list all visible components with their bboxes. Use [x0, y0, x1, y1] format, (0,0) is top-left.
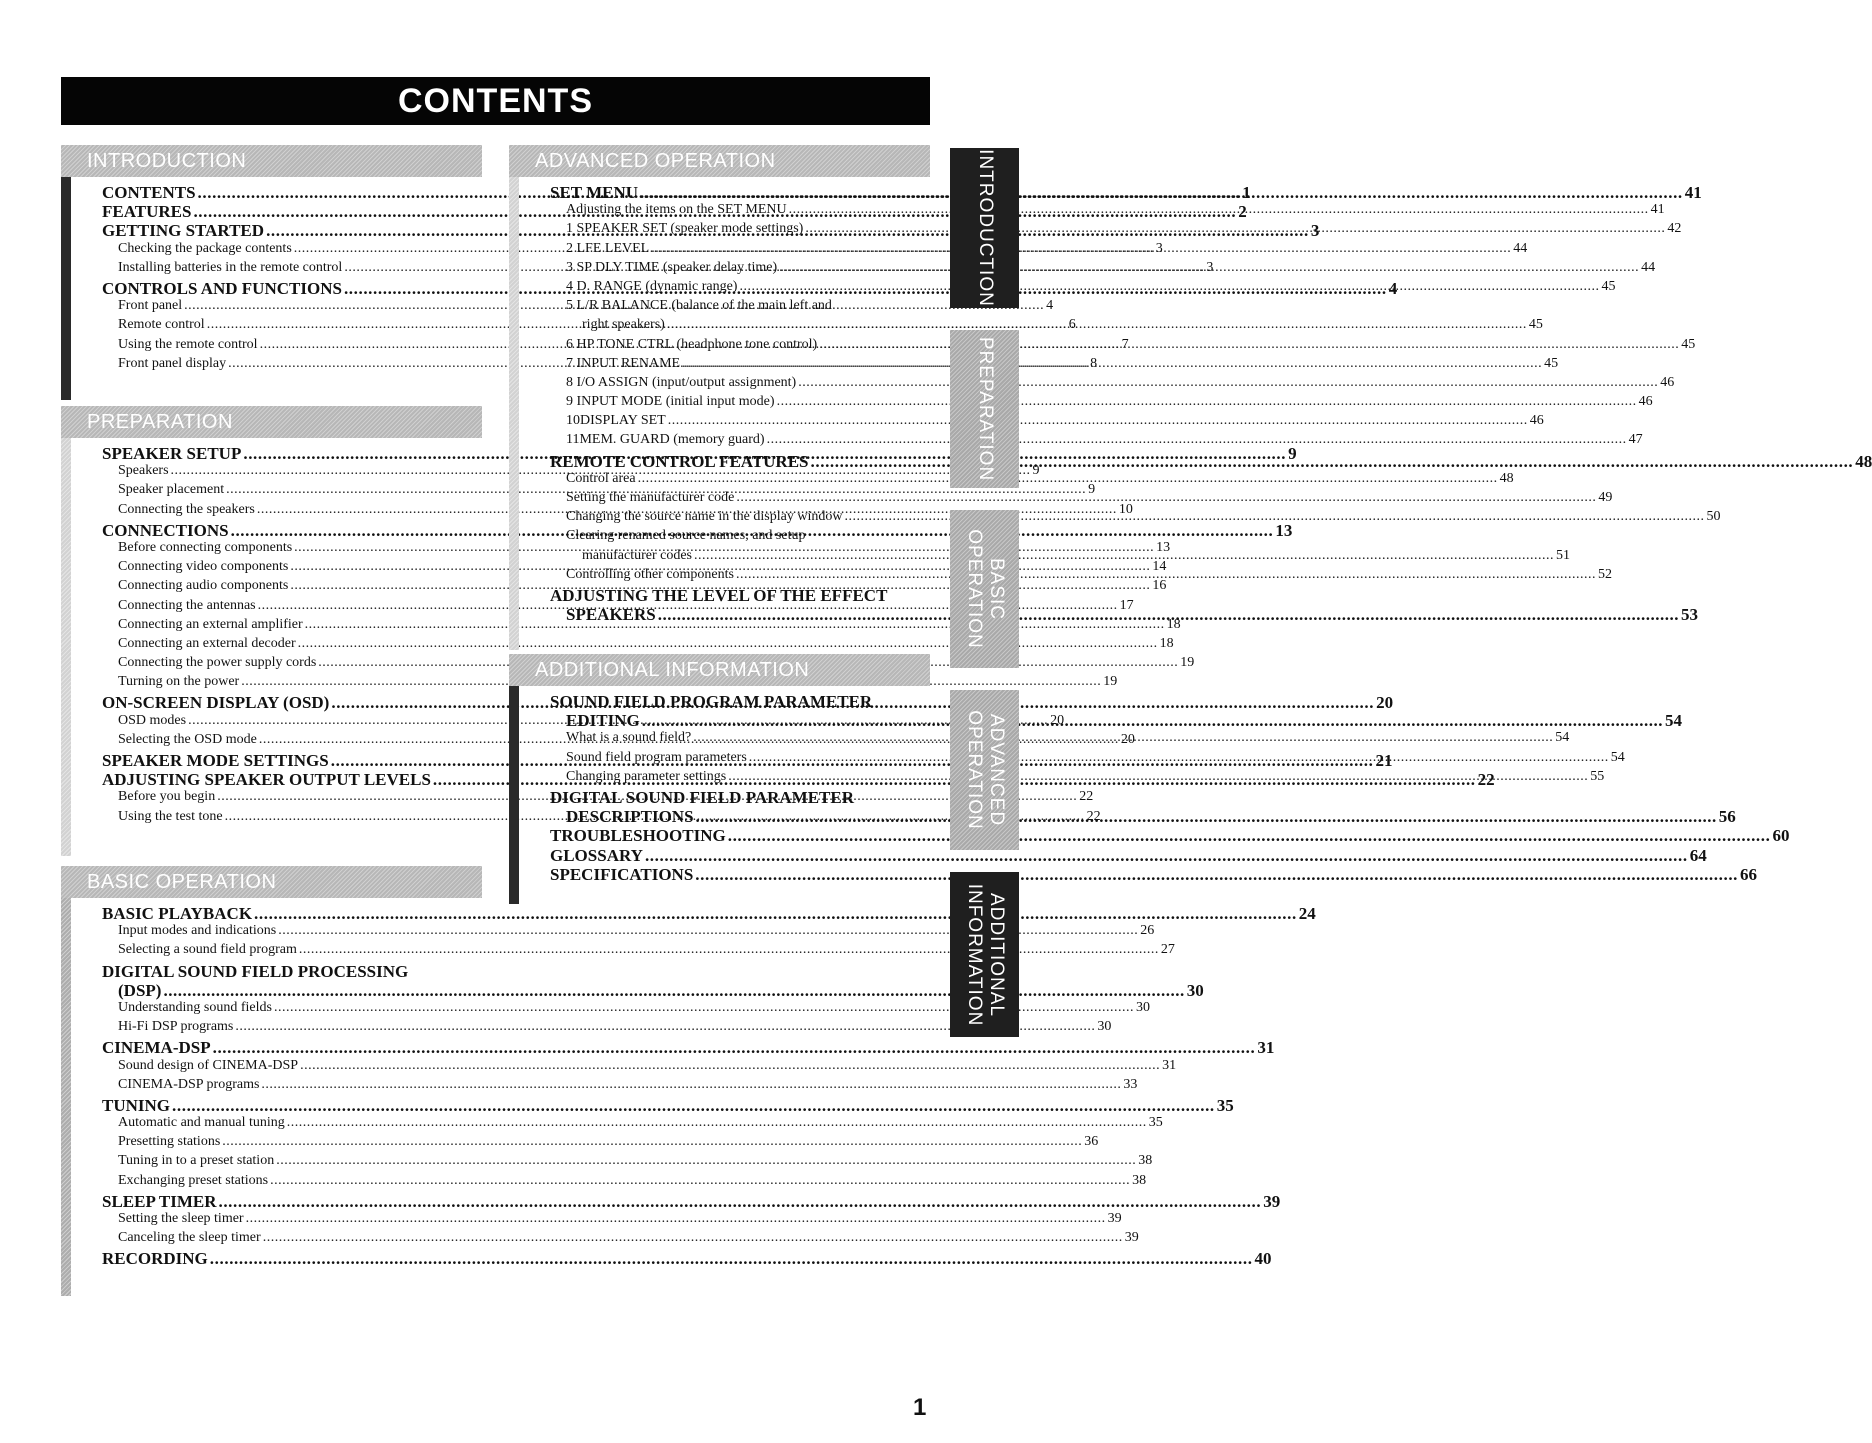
- toc-entry-label: Before you begin: [118, 789, 216, 805]
- section-heading: BASIC OPERATION: [61, 866, 482, 898]
- toc-entry-label: Clearing renamed source names, and setup: [566, 528, 806, 544]
- toc-entry-label: Remote control: [118, 317, 205, 333]
- toc-entry-page: 45: [1601, 278, 1616, 294]
- dot-leader: [276, 1153, 1136, 1169]
- dot-leader: [213, 1038, 1256, 1058]
- dot-leader: [693, 730, 1553, 746]
- toc-entry-page: 3: [1310, 221, 1320, 241]
- toc-entry[interactable]: [550, 528, 912, 547]
- toc-entry-page: 52: [1597, 566, 1612, 582]
- toc-entry-label: Installing batteries in the remote control: [118, 259, 343, 275]
- toc-entry-label: Turning on the power: [118, 674, 240, 690]
- side-tab-label: [963, 883, 1007, 1026]
- side-tab-line: OPERATION: [963, 529, 985, 649]
- dot-leader: [299, 942, 1159, 958]
- toc-entry[interactable]: [102, 1211, 1122, 1230]
- toc-entry-label: BASIC PLAYBACK: [102, 904, 253, 923]
- side-tab-advanced-operation[interactable]: [950, 690, 1019, 850]
- toc-entry-page: 8: [1090, 355, 1098, 371]
- toc-entry-label: What is a sound field?: [566, 730, 692, 746]
- toc-entry[interactable]: [102, 1019, 1112, 1038]
- toc-entry[interactable]: [550, 278, 1616, 298]
- toc-entry[interactable]: [550, 451, 1872, 471]
- toc-entry-label: ADJUSTING SPEAKER OUTPUT LEVELS: [102, 770, 431, 790]
- toc-entry-page: 35: [1216, 1095, 1234, 1115]
- dot-leader: [246, 1211, 1106, 1227]
- toc-entry[interactable]: [102, 923, 1155, 942]
- toc-entry-page: 13: [1275, 520, 1293, 540]
- toc-entry-label: Connecting the speakers: [118, 501, 255, 517]
- dot-leader: [300, 1058, 1160, 1074]
- side-tab-line: INFORMATION: [963, 883, 985, 1026]
- toc-entry-page: 51: [1556, 547, 1570, 563]
- toc-entry-page: 3: [1206, 259, 1214, 275]
- toc-entry-page: 38: [1132, 1172, 1147, 1188]
- dot-leader: [739, 279, 1599, 295]
- toc-entry-page: 4: [1046, 298, 1054, 314]
- toc-entry-page: 33: [1123, 1076, 1138, 1092]
- toc-entry-page: 20: [1120, 731, 1135, 747]
- toc-entry-label: ON-SCREEN DISPLAY (OSD): [102, 693, 330, 713]
- dot-leader: [798, 375, 1658, 391]
- toc-entry-label: 11MEM. GUARD (memory guard): [566, 432, 765, 448]
- section-bar: [61, 145, 71, 400]
- toc-entry[interactable]: [102, 980, 1204, 1000]
- toc-entry-page: 4: [1388, 278, 1398, 298]
- toc-entry-label: Connecting an external amplifier: [118, 616, 303, 632]
- toc-entry[interactable]: [102, 942, 1175, 961]
- dot-leader: [254, 904, 1297, 924]
- toc-entry-page: 40: [1254, 1249, 1272, 1269]
- side-tab-line: ADDITIONAL: [985, 892, 1007, 1017]
- toc-entry[interactable]: [550, 259, 1656, 279]
- toc-entry-page: 27: [1160, 942, 1175, 958]
- toc-entry-label: Connecting the power supply cords: [118, 655, 317, 671]
- toc-entry-label: GLOSSARY: [550, 845, 643, 865]
- dot-leader: [682, 356, 1542, 372]
- toc-entry-page: 48: [1855, 451, 1872, 471]
- toc-entry-label: Changing parameter settings: [566, 768, 727, 784]
- toc-entry-label: Automatic and manual tuning: [118, 1115, 285, 1131]
- toc-entry[interactable]: [102, 1115, 1163, 1134]
- side-tab-line: BASIC: [985, 557, 1007, 621]
- toc-entry-label: 6 HP TONE CTRL (headphone tone control): [566, 336, 818, 352]
- toc-entry-page: 9: [1288, 444, 1297, 463]
- toc-entry-label: 1 SPEAKER SET (speaker mode settings): [566, 221, 804, 237]
- toc-entry-label: 9 INPUT MODE (initial input mode): [566, 394, 775, 410]
- dot-leader: [172, 1096, 1215, 1116]
- toc-entry-page: 39: [1124, 1230, 1139, 1246]
- toc-entry-label: (DSP): [118, 980, 162, 1000]
- toc-entry-page: 13: [1156, 539, 1171, 555]
- side-tab-label: [974, 149, 996, 307]
- toc-entry[interactable]: [102, 1172, 1147, 1192]
- toc-entry[interactable]: [550, 470, 1514, 490]
- toc-entry-label: TROUBLESHOOTING: [550, 826, 726, 846]
- toc-entry[interactable]: [102, 1134, 1099, 1153]
- section-bar: [61, 866, 71, 1296]
- toc-entry[interactable]: [550, 221, 1682, 240]
- toc-entry[interactable]: [550, 413, 1544, 432]
- dot-leader: [728, 826, 1771, 846]
- toc-entry[interactable]: [102, 962, 464, 981]
- toc-entry-label: SPEAKER SETUP: [102, 444, 242, 463]
- toc-entry-label: CONTROLS AND FUNCTIONS: [102, 278, 342, 298]
- toc-entry-label: CONNECTIONS: [102, 520, 229, 540]
- section-heading: ADVANCED OPERATION: [509, 145, 930, 177]
- toc-entry-label: 4 D. RANGE (dynamic range): [566, 278, 738, 294]
- dot-leader: [779, 260, 1639, 276]
- toc-entry-label: Connecting audio components: [118, 578, 289, 594]
- dot-leader: [263, 1230, 1123, 1246]
- toc-entry-label: Understanding sound fields: [118, 999, 272, 1015]
- dot-leader: [645, 846, 1688, 866]
- toc-entry-label: REMOTE CONTROL FEATURES: [550, 451, 809, 471]
- toc-entry-label: DIGITAL SOUND FIELD PROCESSING: [102, 961, 409, 981]
- toc-entry[interactable]: [102, 1095, 1234, 1115]
- toc-entry-page: 45: [1544, 355, 1559, 371]
- toc-entry[interactable]: [550, 432, 1643, 451]
- toc-entry-label: CINEMA-DSP: [102, 1038, 211, 1058]
- toc-entry-label: Front panel display: [118, 355, 227, 371]
- toc-entry-page: 30: [1135, 999, 1150, 1015]
- toc-entry-label: Hi-Fi DSP programs: [118, 1019, 234, 1035]
- toc-entry[interactable]: [550, 336, 1696, 356]
- toc-entry-label: RECORDING: [102, 1249, 208, 1269]
- toc-entry[interactable]: [102, 1038, 1275, 1058]
- toc-entry[interactable]: [102, 616, 1181, 636]
- dot-leader: [696, 807, 1717, 827]
- toc-entry-label: Connecting the antennas: [118, 597, 256, 613]
- toc-entry-page: 20: [1376, 693, 1394, 713]
- toc-entry[interactable]: [102, 1057, 1177, 1077]
- toc-entry-page: 22: [1477, 770, 1495, 790]
- toc-entry[interactable]: [550, 394, 1653, 413]
- toc-entry[interactable]: [102, 1230, 1139, 1249]
- toc-entry-page: 24: [1298, 904, 1316, 923]
- toc-entry-page: 53: [1681, 605, 1698, 625]
- toc-entry-page: 46: [1529, 413, 1544, 429]
- dot-leader: [658, 605, 1679, 625]
- toc-entry-label: Presetting stations: [118, 1134, 221, 1150]
- toc-entry-page: 42: [1667, 221, 1682, 237]
- toc-entry-label: Setting the manufacturer code: [566, 490, 735, 505]
- toc-entry[interactable]: [550, 864, 1758, 884]
- toc-entry[interactable]: [102, 674, 1118, 693]
- toc-entry-label: Control area: [566, 470, 636, 486]
- toc-entry[interactable]: [550, 845, 1707, 865]
- dot-leader: [736, 567, 1596, 583]
- side-tab-label: [963, 529, 1007, 649]
- toc-entry-label: Canceling the sleep timer: [118, 1230, 261, 1246]
- toc-entry-page: 20: [1050, 712, 1065, 728]
- dot-leader: [777, 394, 1637, 410]
- toc-entry-label: OSD modes: [118, 712, 187, 728]
- toc-entry-label: 7 INPUT RENAME: [566, 355, 681, 371]
- toc-entry-page: 10: [1118, 501, 1133, 517]
- toc-entry-page: 55: [1590, 768, 1605, 784]
- dot-leader: [789, 202, 1649, 218]
- dot-leader: [819, 337, 1679, 353]
- toc-entry-page: 31: [1162, 1057, 1177, 1073]
- toc-entry-page: 22: [1086, 808, 1101, 824]
- section-bar: [61, 406, 71, 856]
- toc-entry-page: 18: [1166, 616, 1181, 632]
- side-tab-preparation[interactable]: [950, 330, 1019, 488]
- toc-entry[interactable]: [550, 374, 1675, 394]
- toc-entry[interactable]: [550, 355, 1559, 375]
- toc-entry-page: 9: [1032, 463, 1040, 479]
- toc-entry[interactable]: [550, 240, 1528, 260]
- dot-leader: [287, 1115, 1147, 1131]
- section-bar: [509, 654, 519, 904]
- dot-leader: [642, 711, 1663, 731]
- toc-entry-label: 10DISPLAY SET: [566, 413, 666, 429]
- toc-entry[interactable]: [550, 692, 912, 711]
- toc-entry-page: 6: [1068, 317, 1076, 333]
- toc-entry-label: DIGITAL SOUND FIELD PARAMETER: [550, 787, 854, 807]
- dot-leader: [767, 432, 1627, 448]
- toc-entry-label: Controlling other components: [566, 566, 734, 582]
- toc-entry-page: 26: [1140, 923, 1155, 939]
- toc-entry-label: manufacturer codes: [582, 547, 692, 563]
- dot-leader: [218, 1192, 1261, 1212]
- side-tab-label: [974, 337, 996, 481]
- toc-entry-page: 47: [1628, 432, 1643, 448]
- dot-leader: [651, 241, 1511, 257]
- toc-entry-label: right speakers): [582, 317, 665, 333]
- toc-entry-label: SPEAKERS: [566, 605, 656, 625]
- toc-entry-label: 3 SP DLY TIME (speaker delay time): [566, 259, 778, 275]
- toc-entry-page: 7: [1121, 336, 1129, 352]
- toc-entry-page: 66: [1740, 864, 1758, 884]
- toc-entry-label: EDITING: [566, 711, 640, 731]
- toc-entry-page: 16: [1152, 578, 1167, 594]
- toc-entry-page: 41: [1650, 202, 1665, 218]
- toc-entry-page: 2: [1238, 202, 1247, 222]
- toc-entry-page: 60: [1772, 826, 1790, 846]
- toc-entry-page: 30: [1097, 1019, 1112, 1035]
- side-tab-basic-operation[interactable]: [950, 510, 1019, 668]
- toc-entry-page: 41: [1684, 183, 1702, 202]
- toc-entry-label: 8 I/O ASSIGN (input/output assignment): [566, 374, 797, 390]
- toc-entry-label: CINEMA-DSP programs: [118, 1076, 260, 1092]
- dot-leader: [222, 1134, 1082, 1150]
- side-tab-line: OPERATION: [963, 710, 985, 830]
- side-tab-line: ADVANCED: [985, 713, 1007, 827]
- side-tab-introduction[interactable]: [950, 148, 1019, 308]
- dot-leader: [210, 1249, 1253, 1269]
- side-tab-additional-information[interactable]: [950, 872, 1019, 1037]
- toc-entry-page: 54: [1610, 749, 1625, 765]
- toc-entry-label: Speaker placement: [118, 482, 225, 498]
- toc-entry[interactable]: [102, 635, 1174, 655]
- toc-entry-page: 1: [1242, 183, 1251, 202]
- toc-entry-label: SET MENU: [550, 183, 639, 202]
- toc-entry[interactable]: [550, 826, 1790, 846]
- toc-entry-page: 64: [1689, 845, 1707, 865]
- toc-entry[interactable]: [550, 183, 1702, 202]
- toc-entry[interactable]: [102, 1191, 1281, 1211]
- toc-entry-page: 22: [1079, 789, 1094, 805]
- toc-entry-page: 38: [1138, 1153, 1153, 1169]
- toc-entry-page: 45: [1681, 336, 1696, 352]
- side-tab-label: [963, 710, 1007, 830]
- dot-leader: [163, 981, 1184, 1001]
- toc-entry[interactable]: [550, 586, 912, 605]
- toc-entry-label: CONTENTS: [102, 183, 196, 202]
- toc-entry-page: 21: [1375, 751, 1393, 770]
- toc-entry-label: Setting the sleep timer: [118, 1211, 244, 1226]
- toc-entry-label: FEATURES: [102, 202, 192, 222]
- contents-banner: CONTENTS: [61, 77, 930, 125]
- toc-entry-label: 2 LFE LEVEL: [566, 240, 650, 256]
- dot-leader: [261, 1077, 1121, 1093]
- toc-entry-label: Front panel: [118, 298, 183, 314]
- side-tab-line: INTRODUCTION: [974, 149, 996, 307]
- dot-leader: [270, 1173, 1130, 1189]
- toc-entry-label: SPECIFICATIONS: [550, 864, 694, 884]
- toc-entry[interactable]: [550, 298, 912, 317]
- toc-entry-page: 50: [1706, 509, 1721, 525]
- toc-entry-label: 5 L/R BALANCE (balance of the main left and: [566, 298, 832, 314]
- dot-leader: [640, 183, 1683, 203]
- toc-entry-page: 45: [1528, 317, 1543, 333]
- toc-entry[interactable]: [550, 788, 912, 807]
- toc-entry-label: Using the remote control: [118, 336, 258, 352]
- toc-entry-page: 30: [1186, 980, 1204, 1000]
- toc-entry-label: Before connecting components: [118, 539, 293, 555]
- toc-entry-page: 18: [1159, 635, 1174, 651]
- toc-entry[interactable]: [102, 904, 1316, 923]
- toc-entry-label: TUNING: [102, 1095, 171, 1115]
- toc-entry-label: ADJUSTING THE LEVEL OF THE EFFECT: [550, 585, 888, 605]
- dot-leader: [695, 865, 1738, 885]
- side-tab-line: PREPARATION: [974, 336, 996, 482]
- toc-entry-label: DESCRIPTIONS: [566, 807, 694, 827]
- dot-leader: [749, 750, 1609, 766]
- dot-leader: [736, 490, 1596, 506]
- toc-entry[interactable]: [550, 317, 1543, 336]
- toc-entry-label: GETTING STARTED: [102, 221, 265, 241]
- section-heading: PREPARATION: [61, 406, 482, 438]
- toc-entry-page: 56: [1718, 807, 1736, 827]
- toc-entry-page: 46: [1638, 394, 1653, 410]
- toc-entry[interactable]: [102, 1249, 1272, 1269]
- toc-entry-label: Connecting video components: [118, 559, 289, 575]
- dot-leader: [638, 471, 1498, 487]
- toc-entry-label: Sound design of CINEMA-DSP: [118, 1057, 299, 1073]
- toc-entry-page: 19: [1180, 655, 1195, 671]
- dot-leader: [668, 413, 1528, 429]
- toc-entry[interactable]: [550, 202, 1665, 221]
- toc-entry-page: 14: [1152, 559, 1167, 575]
- toc-entry-label: Connecting an external decoder: [118, 635, 296, 651]
- toc-entry-label: Sound field program parameters: [566, 749, 747, 765]
- dot-leader: [805, 221, 1665, 237]
- toc-entry-page: 49: [1598, 490, 1613, 505]
- section-heading: INTRODUCTION: [61, 145, 482, 177]
- toc-entry-page: 48: [1499, 470, 1514, 486]
- toc-entry-label: Exchanging preset stations: [118, 1172, 269, 1188]
- dot-leader: [667, 317, 1527, 333]
- toc-entry-page: 39: [1263, 1191, 1281, 1211]
- toc-entry-page: 54: [1664, 711, 1682, 731]
- toc-entry-page: 46: [1660, 374, 1675, 390]
- toc-entry-label: Adjusting the items on the SET MENU: [566, 202, 787, 218]
- dot-leader: [694, 548, 1554, 564]
- toc-entry-label: SLEEP TIMER: [102, 1191, 217, 1211]
- toc-entry-page: 39: [1107, 1211, 1122, 1226]
- toc-entry-page: 19: [1103, 674, 1118, 690]
- toc-entry-label: Speakers: [118, 463, 169, 479]
- dot-leader: [728, 769, 1588, 785]
- toc-entry-page: 9: [1088, 482, 1096, 498]
- toc-entry-page: 35: [1148, 1115, 1163, 1131]
- toc-entry-page: 3: [1155, 240, 1163, 256]
- section-heading: ADDITIONAL INFORMATION: [509, 654, 930, 686]
- toc-entry-page: 17: [1119, 597, 1134, 613]
- toc-entry-label: Selecting a sound field program: [118, 942, 297, 958]
- page-number: 1: [913, 1394, 927, 1421]
- toc-entry-label: Using the test tone: [118, 808, 223, 824]
- toc-entry-label: Input modes and indications: [118, 923, 277, 939]
- toc-entry[interactable]: [102, 1076, 1138, 1096]
- toc-entry-label: Tuning in to a preset station: [118, 1153, 275, 1169]
- toc-entry-page: 44: [1641, 259, 1656, 275]
- toc-entry-label: Checking the package contents: [118, 240, 292, 256]
- toc-entry[interactable]: [102, 1153, 1153, 1172]
- toc-entry-page: 54: [1555, 730, 1570, 746]
- toc-entry[interactable]: [102, 999, 1150, 1019]
- section-bar: [509, 145, 519, 650]
- toc-entry-label: SPEAKER MODE SETTINGS: [102, 751, 329, 770]
- toc-entry-label: Changing the source name in the display window: [566, 509, 843, 525]
- toc-entry-label: Selecting the OSD mode: [118, 731, 257, 747]
- toc-entry-page: 31: [1257, 1038, 1275, 1058]
- toc-entry-page: 44: [1513, 240, 1528, 256]
- toc-entry-page: 36: [1084, 1134, 1099, 1150]
- toc-entry-label: SOUND FIELD PROGRAM PARAMETER: [550, 692, 873, 711]
